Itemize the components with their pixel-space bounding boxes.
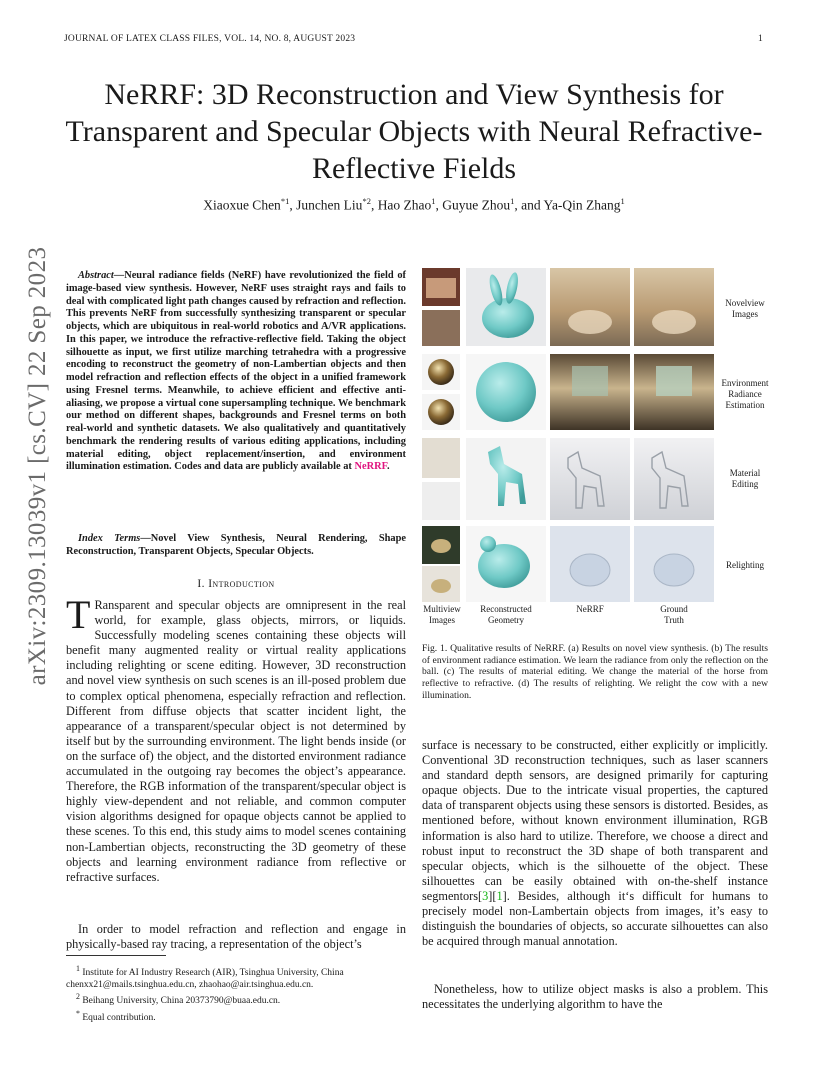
section-title: Introduction (208, 578, 275, 590)
col-label: Reconstructed Geometry (480, 604, 532, 625)
author-mark: *1 (280, 196, 290, 206)
figure-image-grid (422, 268, 768, 604)
multiview-thumb (422, 310, 460, 346)
footnote-mark: 2 (76, 992, 80, 1002)
row-relighting (422, 526, 714, 602)
row-label: Novelview Images (725, 298, 765, 319)
author-mark: *2 (362, 196, 371, 206)
intro-paragraph-2: In order to model refraction and reflection and engage in physically-based ray tracing, a representation of the object’s (66, 922, 406, 952)
intro-paragraph-1 (66, 592, 406, 885)
author-name: Ya-Qin Zhang (543, 197, 621, 213)
abstract-text: —Neural radiance fields (NeRF) have revolutionized the field of image-based view synthesis. However, NeRF uses straight rays and fails to deal with complicated light path changes caused by refraction and reflection. This prevents NeRF from successfully synthesizing transparent or specular objects, which are ubiquitous in real-world robotics and A/VR applications. In this paper, we introduce the refractive-reflective field. Taking the object silhouette as input, we first utilize marching tetrahedra with a progressive encoding to reconstruct the geometry of non-Lambertian objects and then model refraction and reflection effects of the object in a unified framework using Fresnel terms. Meanwhile, to achieve efficient and effective anti-aliasing, we propose a virtual cone supersampling technique. We benchmark our method on different shapes, backgrounds and Fresnel terms on both real-world and synthetic datasets. We also qualitatively and quantitatively benchmark the rendering results of various editing applications, including material editing, object replacement/insertion, and environment illumination estimation. Codes and data are publicly available at (66, 270, 406, 473)
footnote-text: Equal contribution. (82, 1013, 156, 1024)
code-link[interactable]: NeRRF (354, 461, 387, 473)
page-number: 1 (758, 34, 763, 44)
author-mark: 1 (431, 196, 436, 206)
nerrf-render (550, 268, 630, 346)
index-terms (66, 533, 406, 559)
multiview-thumb (422, 482, 460, 520)
footnote-text: Beihang University, China 20373790@buaa.edu.cn. (82, 996, 281, 1007)
footnote (66, 991, 406, 1008)
row-label: Relighting (726, 560, 764, 570)
running-header: JOURNAL OF LATEX CLASS FILES, VOL. 14, NO. 8, AUGUST 2023 (64, 34, 356, 44)
drop-cap: T (66, 592, 91, 637)
section-heading (66, 578, 406, 590)
right-paragraph-1 (422, 738, 768, 949)
footnote-rule (66, 955, 166, 956)
author-name: Guyue Zhou (442, 197, 511, 213)
citation-link[interactable]: 3 (482, 888, 489, 903)
footnote-text: Institute for AI Industry Research (AIR), Tsinghua University, China chenxx21@mails.tsinghua.edu.cn, zhaohao@air.tsinghua.edu.cn. (66, 968, 344, 990)
abstract (66, 270, 406, 474)
abstract-label: Abstract (78, 270, 114, 281)
col-label: Multiview Images (423, 604, 461, 625)
author-mark: 1 (510, 196, 515, 206)
author-mark: 1 (620, 196, 625, 206)
section-number: I. (197, 578, 205, 590)
footnotes (66, 963, 406, 1025)
right-paragraph-2: Nonetheless, how to utilize object masks is also a problem. This necessitates the underlying algorithm to have the (422, 982, 768, 1012)
figure-1 (422, 268, 768, 626)
index-terms-label: Index Terms (78, 533, 141, 544)
footnote (66, 1008, 406, 1025)
footnote-mark: * (76, 1009, 80, 1019)
multiview-thumb (422, 438, 460, 478)
row-environment-radiance (422, 354, 714, 430)
col-label: NeRRF (576, 604, 604, 614)
citation-sep: ][ (488, 888, 497, 903)
abstract-end: . (386, 461, 390, 473)
index-terms-text: —Novel View Synthesis, Neural Rendering, Shape Reconstruction, Transparent Objects, Specular Objects. (66, 533, 406, 557)
row-material-editing (422, 438, 714, 520)
figure-caption: Fig. 1. Qualitative results of NeRRF. (a) Results on novel view synthesis. (b) The results of environment radiance estimation. We learn the radiance from only the reflection on the ball. (c) The results of material editing. We change the material of the horse from reflective to refractive. (d) The results of relighting. We relight the cow with a new illumination. (422, 643, 768, 701)
footnote (66, 963, 406, 991)
row-label: Environment Radiance Estimation (721, 378, 769, 410)
paragraph-text: surface is necessary to be constructed, either explicitly or implicitly. Conventional 3D reconstruction techniques, such as laser scanners and standard depth sensors, are designed primarily for capturing opaque objects. Due to the intricate visual properties, the captured data of transparent objects using these sensors is distorted. Besides, as mentioned before, without known environment illumination, RGB information is also hard to utilize. Therefore, we choose a direct and robust input to reconstruct the 3D shape of both transparent and specular objects, which is the silhouette of the object. These silhouettes can be easily obtained with on-the-shelf instance segmentors[ (422, 738, 768, 903)
author-list: Xiaoxue Chen$^{*1}$, Junchen Liu$^{*2}$, Hao Zhao$^1$, Guyue Zhou$^1$, and Ya-Qin Zhang$^1$ (203, 196, 625, 213)
author-name: Hao Zhao (377, 197, 432, 213)
row-novel-view (422, 268, 714, 346)
ground-truth-render (634, 438, 714, 520)
paragraph-text: ]. Besides, although it‘s difficult for humans to precisely model non-Lambertain objects from images, it’s easy to distinguish the boundaries of objects, so accurate silhouettes can also be acquired through manual annotation. (422, 888, 768, 949)
ground-truth-render (634, 268, 714, 346)
nerrf-render (550, 438, 630, 520)
author-name: Junchen Liu (296, 197, 363, 213)
paper-title: NeRRF: 3D Reconstruction and View Synthesis for Transparent and Specular Objects with Neural Refractive-Reflective Fields (65, 78, 763, 185)
arxiv-stamp: arXiv:2309.13039v1 [cs.CV] 22 Sep 2023 (24, 246, 51, 686)
footnote-mark: 1 (76, 964, 80, 973)
intro-text: Ransparent and specular objects are omnipresent in the real world, for example, glass objects, mirrors, or liquids. Successfully modeling scenes containing these objects will benefit many augmented reality or virtual reality applications including relighting or scene editing. However, 3D reconstruction and novel view synthesis on such scenes is an ill-posed problem due to complex optical phenomena, especially refraction and reflection. Different from diffuse objects that scatter incident light, the appearance of a transparent/specular object is not determined by itself but by the surrounding environment. The light bends inside (or on the surface of) the object, and the distorted environment radiance accumulated in the outgoing ray becomes the object’s appearance. Therefore, the RGB information of the transparent/specular object is highly view-dependent and not reliable, and common computer vision algorithms designed for opaque objects cannot be applied to these scenes. To this end, this study aims to model scenes containing non-Lambertian objects, reconstructing the 3D geometry of these objects and learning environment radiance from reflective or refractive surfaces. (66, 598, 406, 884)
author-name: Xiaoxue Chen (203, 197, 281, 213)
row-label: Material Editing (729, 468, 761, 489)
citation-link[interactable]: 1 (496, 888, 503, 903)
col-label: Ground Truth (660, 604, 688, 625)
